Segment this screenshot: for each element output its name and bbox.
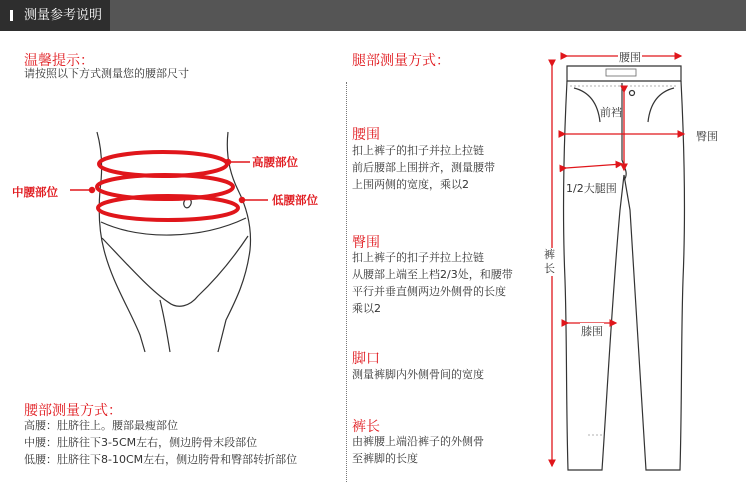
waist-method-line-mid: 中腰：肚脐往下3-5CM左右，侧边胯骨末段部位 <box>24 436 258 449</box>
thigh-measure <box>566 164 622 168</box>
hip-line-3: 平行并垂直侧两边外侧骨的长度 <box>352 285 506 298</box>
hip-heading: 臀围 <box>352 235 380 251</box>
length-heading: 裤长 <box>352 419 380 435</box>
pants-waist-label: 腰围 <box>619 51 641 64</box>
hip-line-4: 乘以2 <box>352 302 381 315</box>
waist-heading: 腰围 <box>352 127 380 143</box>
hem-line-1: 测量裤脚内外侧骨间的宽度 <box>352 368 484 381</box>
waist-line-2: 前后腰部上围拼齐，测量腰带 <box>352 161 495 174</box>
waist-line-3: 上围两侧的宽度，乘以2 <box>352 178 469 191</box>
pants-thigh-label: 1/2大腿围 <box>566 182 617 195</box>
hem-heading: 脚口 <box>352 351 380 367</box>
length-line-1: 由裤腰上端沿裤子的外侧骨 <box>352 435 484 448</box>
hip-line-1: 扣上裤子的扣子并拉上拉链 <box>352 251 484 264</box>
waist-method-line-low: 低腰：肚脐往下8-10CM左右，侧边胯骨和臀部转折部位 <box>24 453 298 466</box>
header-title: 测量参考说明 <box>0 0 110 31</box>
pants-length-label: 裤长 <box>544 248 555 275</box>
pants-hip-label: 臀围 <box>696 130 718 143</box>
hip-line-2: 从腰部上端至上档2/3处，和腰带 <box>352 268 513 281</box>
length-line-2: 至裤脚的长度 <box>352 452 418 465</box>
pants-front-rise-label: 前裆 <box>600 106 622 119</box>
low-waist-label: 低腰部位 <box>272 193 318 207</box>
tips-title: 温馨提示： <box>24 53 94 69</box>
waist-line-1: 扣上裤子的扣子并拉上拉链 <box>352 144 484 157</box>
waist-method-line-high: 高腰：肚脐往上。腰部最瘦部位 <box>24 419 178 432</box>
high-waist-label: 高腰部位 <box>252 155 298 169</box>
leg-method-title: 腿部测量方式： <box>352 53 450 69</box>
pants-knee-label: 膝围 <box>581 325 603 338</box>
waist-method-title: 腰部测量方式： <box>24 403 122 419</box>
mid-waist-label: 中腰部位 <box>12 185 58 199</box>
tips-text: 请按照以下方式测量您的腰部尺寸 <box>24 67 189 80</box>
